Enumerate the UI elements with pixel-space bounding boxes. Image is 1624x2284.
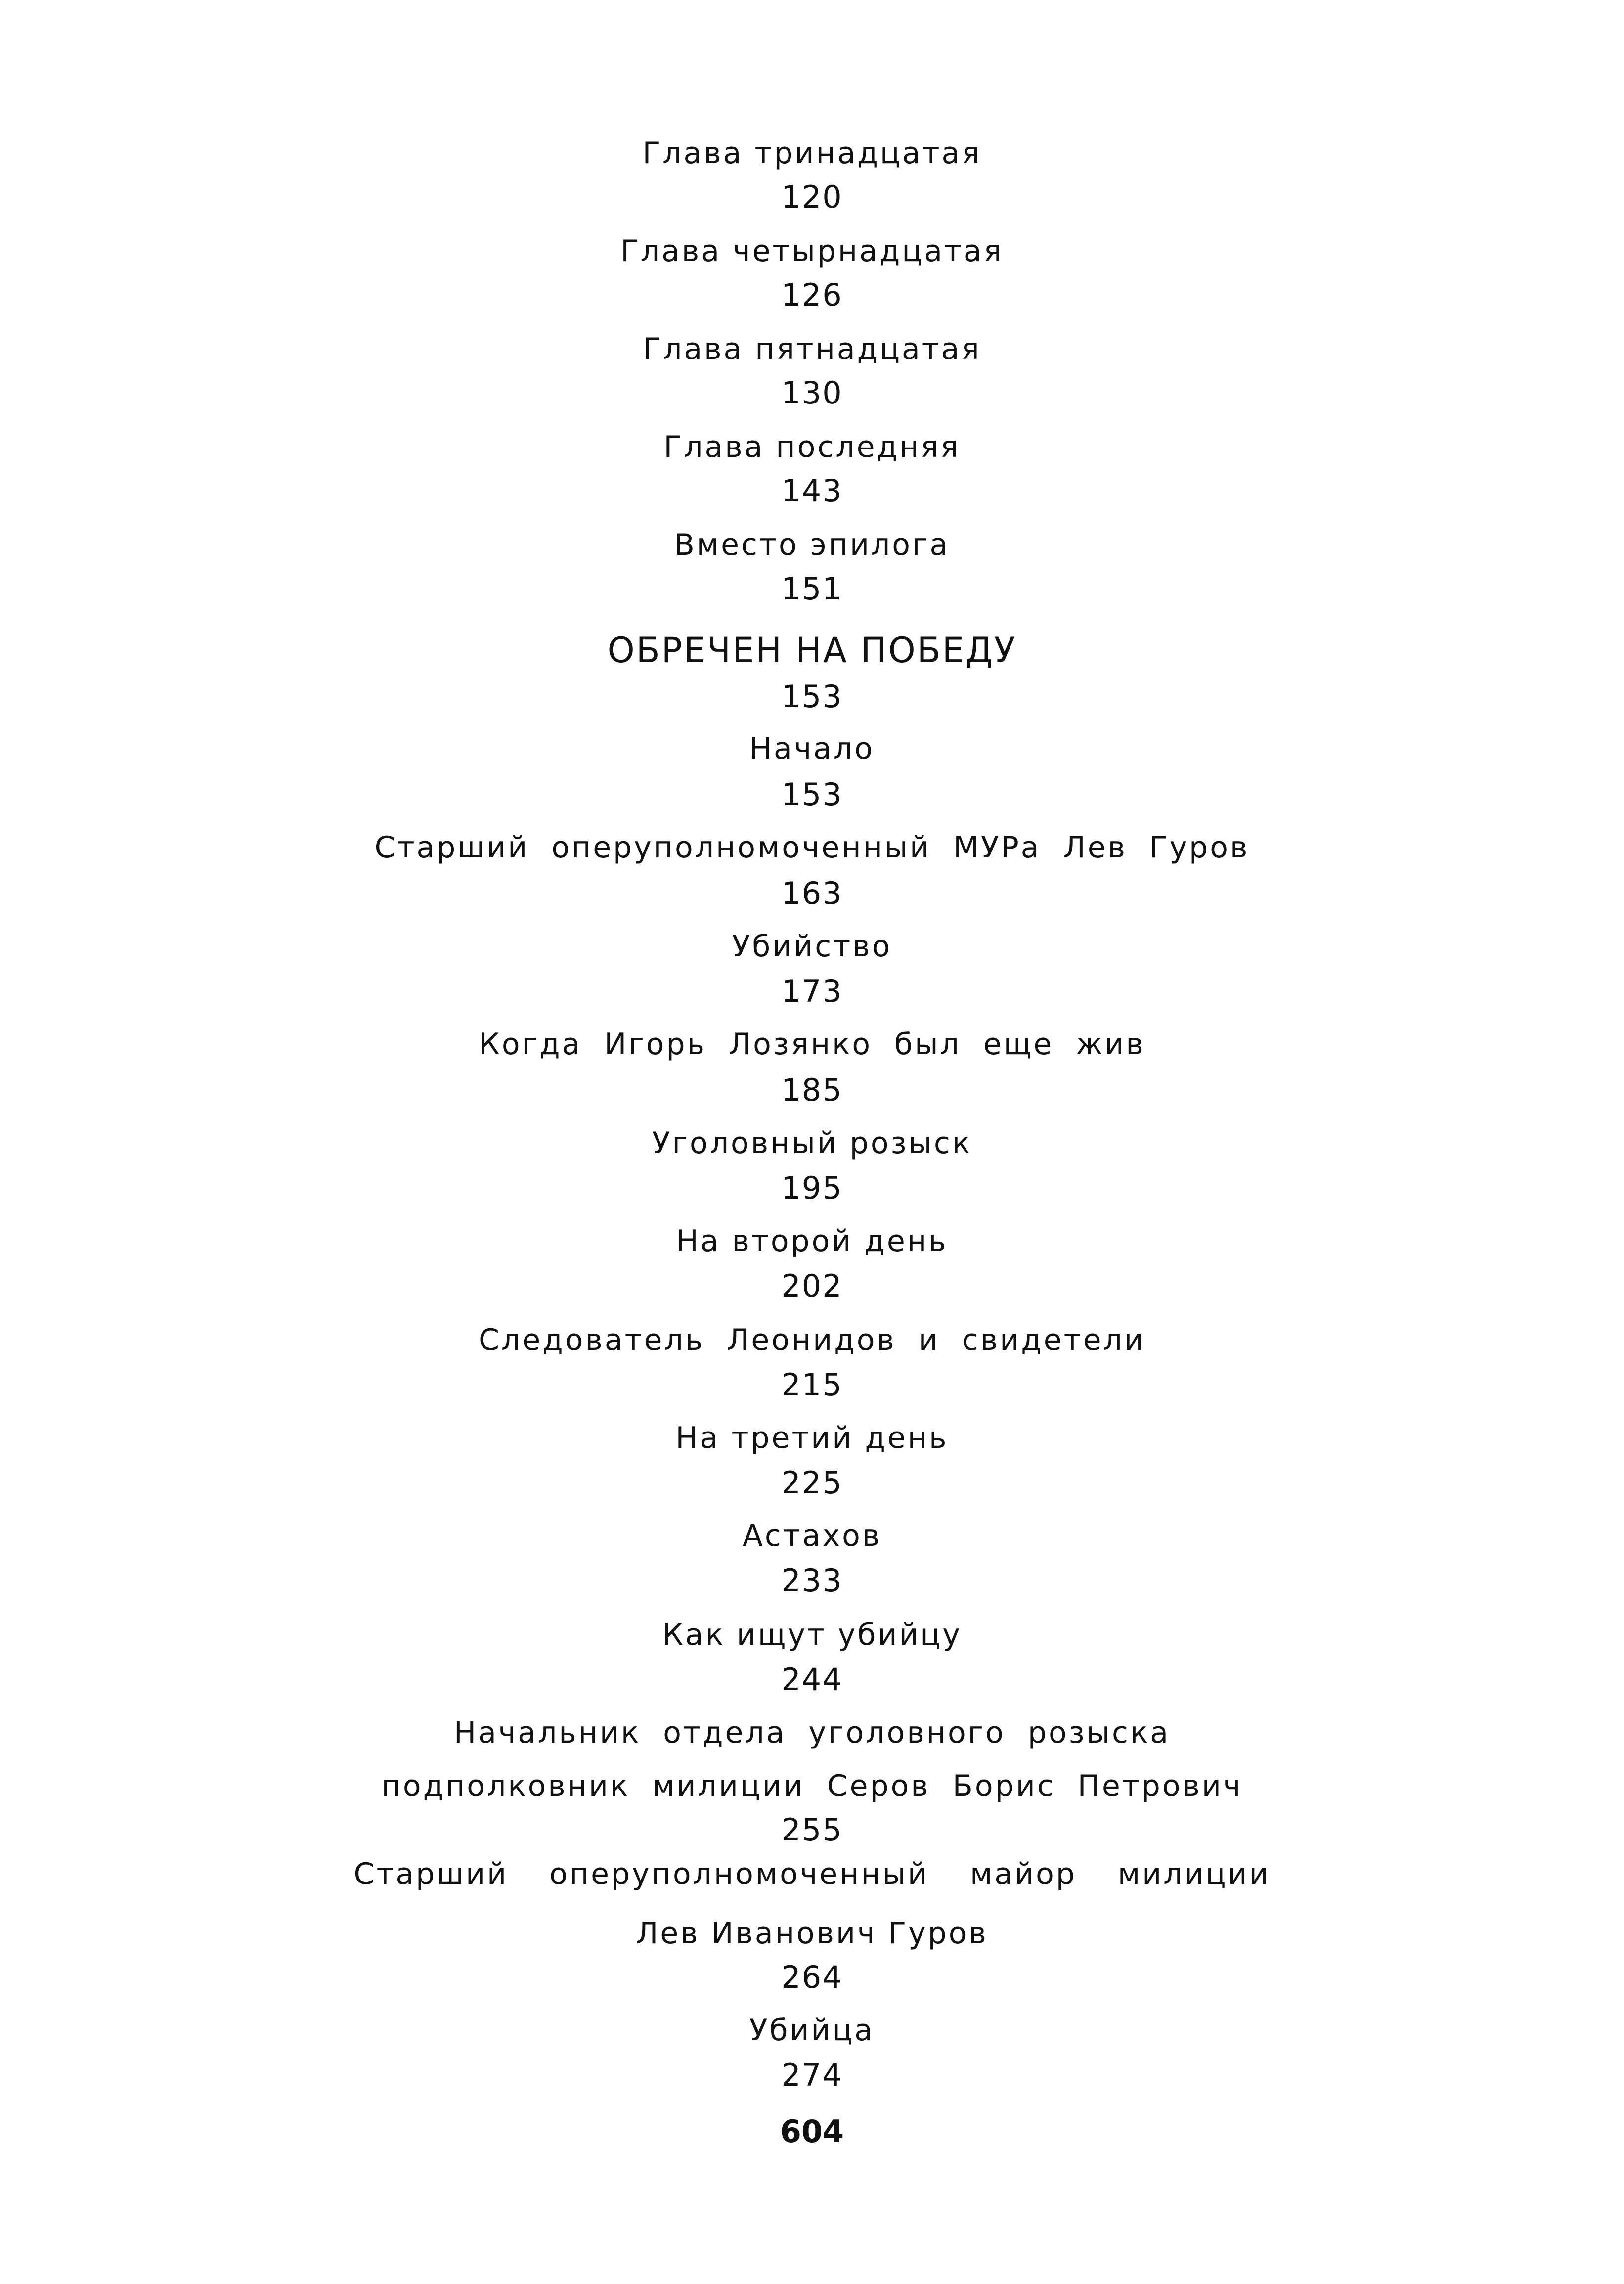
toc-entry-title-line: Начальник отдела уголовного розыска xyxy=(453,1715,1171,1750)
toc-entry-page: 202 xyxy=(781,1268,843,1304)
toc-entry-title: На второй день xyxy=(676,1224,948,1258)
toc-entry-title-line: подполковник милиции Серов Борис Петрович xyxy=(381,1769,1243,1803)
toc-entry-page: 185 xyxy=(781,1072,843,1108)
toc-entry-page: 151 xyxy=(781,571,843,607)
toc-entry-page: 225 xyxy=(781,1465,843,1501)
toc-entry-title: Глава пятнадцатая xyxy=(643,332,981,366)
toc-entry-title: Вместо эпилога xyxy=(674,528,950,562)
toc-entry-page: 163 xyxy=(781,875,843,911)
toc-entry-page: 153 xyxy=(781,776,843,812)
toc-entry-page: 126 xyxy=(781,277,843,313)
toc-entry-page: 153 xyxy=(781,678,843,715)
toc-entry-page: 233 xyxy=(781,1563,843,1599)
toc-entry-page: 244 xyxy=(781,1661,843,1698)
toc-entry-page: 255 xyxy=(781,1812,843,1848)
toc-entry-title: На третий день xyxy=(675,1421,949,1455)
toc-entry-page: 143 xyxy=(781,473,843,509)
toc-entry-title: Глава последняя xyxy=(663,430,961,464)
toc-entry-title: Начало xyxy=(749,731,875,766)
toc-entry-page: 195 xyxy=(781,1170,843,1206)
toc-entry-page: 215 xyxy=(781,1367,843,1403)
toc-entry-title: Следователь Леонидов и свидетели xyxy=(479,1323,1145,1357)
toc-entry-title: Глава тринадцатая xyxy=(642,136,982,171)
toc-part-title: ОБРЕЧЕН НА ПОБЕДУ xyxy=(607,630,1017,671)
toc-entry-title-line: Старший оперуполномоченный майор милиции xyxy=(353,1857,1271,1891)
toc-entry-title: Глава четырнадцатая xyxy=(620,234,1004,269)
toc-entry-title: Как ищут убийцу xyxy=(662,1617,962,1652)
toc-entry-title: Когда Игорь Лозянко был еще жив xyxy=(479,1027,1145,1062)
toc-entry-page: 264 xyxy=(781,1959,843,1995)
toc-entry-page: 120 xyxy=(781,179,843,215)
toc-entry-page: 274 xyxy=(781,2057,843,2093)
toc-entry-page: 130 xyxy=(781,375,843,411)
toc-entry-title: Астахов xyxy=(742,1519,882,1553)
page-number: 604 xyxy=(780,2113,844,2150)
toc-entry-title-line: Лев Иванович Гуров xyxy=(636,1916,988,1951)
toc-entry-title: Уголовный розыск xyxy=(652,1126,972,1161)
toc-entry-title: Убийство xyxy=(732,929,892,964)
toc-entry-title: Убийца xyxy=(749,2013,875,2048)
toc-entry-page: 173 xyxy=(781,973,843,1009)
toc-entry-title: Старший оперуполномоченный МУРа Лев Гуров xyxy=(374,830,1250,865)
